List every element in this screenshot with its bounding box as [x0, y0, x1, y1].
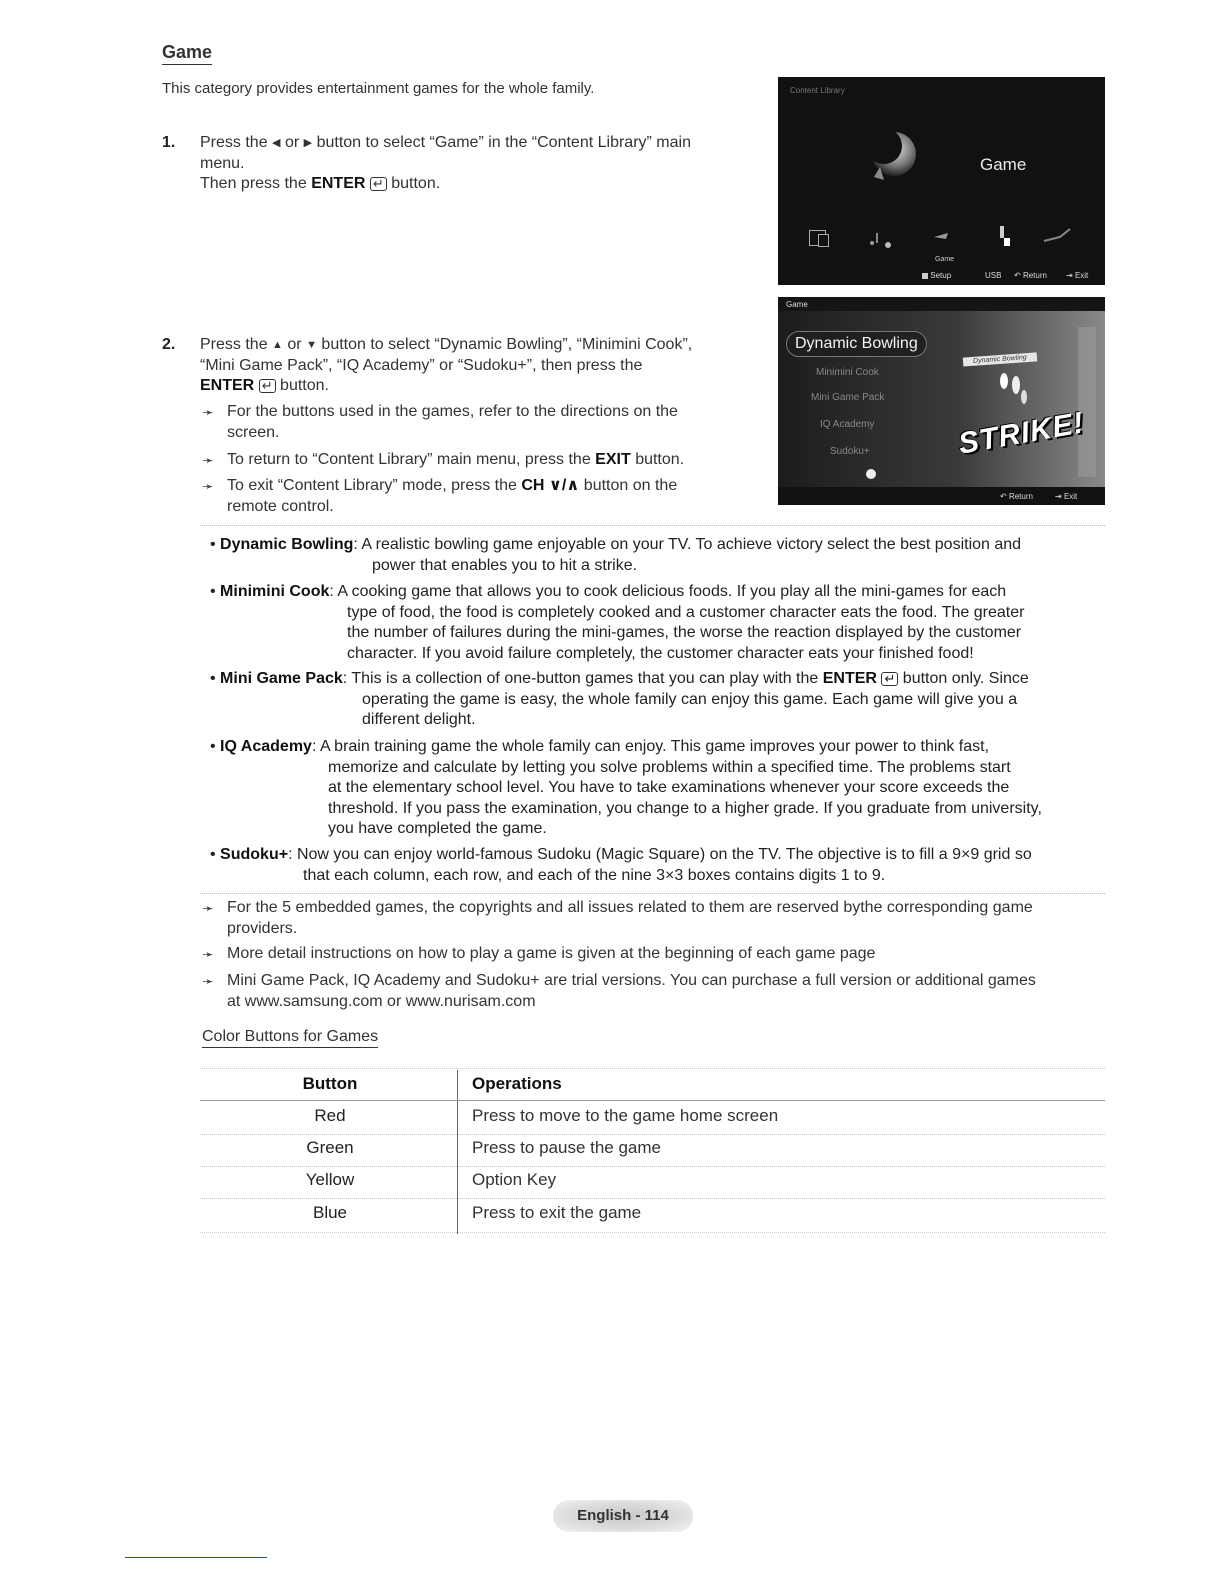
- section-title: Game: [162, 42, 212, 65]
- setup-label: Setup: [930, 271, 952, 280]
- up-arrow-icon: ▲: [272, 339, 283, 351]
- enter-key-label: ENTER: [822, 670, 877, 687]
- return-label: Return: [1022, 271, 1047, 280]
- content-library-screenshot: [778, 77, 1105, 285]
- right-arrow-icon: ▶: [303, 137, 313, 149]
- footnote-trial: Mini Game Pack, IQ Academy and Sudoku+ are trial versions. You can purchase a full version or additional games at www.samsung.com or www.nurisam.com: [227, 971, 1117, 1012]
- left-arrow-icon: ◀: [272, 137, 281, 149]
- button-name: Yellow: [305, 1170, 355, 1189]
- page-number: English - 114: [553, 1500, 693, 1532]
- header-button: Button: [302, 1074, 358, 1093]
- music-icon: [866, 229, 906, 249]
- table-header-row: [200, 1074, 1105, 1106]
- game-name: Minimini Cook: [220, 583, 330, 600]
- operation-text: Press to move to the game home screen: [472, 1106, 779, 1125]
- enter-key-label: ENTER: [311, 175, 366, 192]
- note-buttons: For the buttons used in the games, refer to the directions on the screen.: [227, 403, 678, 441]
- enter-icon: ↵: [259, 379, 276, 393]
- note-arrow-icon: ➛: [202, 973, 214, 989]
- table-row: [200, 1203, 1105, 1235]
- exit-icon: ⇥: [1066, 271, 1073, 280]
- note-return: To return to “Content Library” main menu, press the EXIT button.: [227, 451, 685, 468]
- operation-text: Press to exit the game: [472, 1203, 642, 1222]
- ch-key-label: CH ∨/∧: [521, 477, 580, 494]
- game-sudoku: • Sudoku+: Now you can enjoy world-famous Sudoku (Magic Square) on the TV. The objective is to fill a 9×9 grid so that each column, each row, and each of the nine 3×3 boxes contains digits 1 to 9.: [210, 846, 1032, 884]
- game-name: IQ Academy: [220, 738, 312, 755]
- step-2-text: Press the ▲ or ▼ button to select “Dynamic Bowling”, “Minimini Cook”, “Mini Game Pack”, “IQ Academy” or “Sudoku+”, then press the ENTER ↵ button.: [200, 336, 693, 394]
- step-1: [162, 133, 175, 154]
- game-title-badge: Dynamic Bowling: [963, 352, 1037, 366]
- operation-text: Press to pause the game: [472, 1138, 662, 1157]
- step-2: [162, 335, 175, 356]
- enter-icon: ↵: [370, 177, 387, 191]
- website-links: at www.samsung.com or www.nurisam.com: [227, 992, 536, 1010]
- game-minimini-cook: • Minimini Cook: A cooking game that allows you to cook delicious foods. If you play all the mini-games for each type of food, the food is completely cooked and a customer character eats the food. The greater the number of failures during the mini-games, the worse the reaction displayed by the customer character. If you avoid failure completely, the customer character eats your finished food!: [210, 583, 1025, 662]
- game-mini-game-pack: • Mini Game Pack: This is a collection of one-button games that you can play with the ENTER ↵ button only. Since operating the game is easy, the whole family can enjoy this game. Each game will give you a different delight.: [210, 670, 1029, 728]
- note-arrow-icon: ➛: [202, 900, 214, 916]
- color-buttons-title: Color Buttons for Games: [202, 1028, 378, 1048]
- sparkle-icon: [1040, 227, 1076, 247]
- game-name: Mini Game Pack: [220, 670, 343, 687]
- game-dynamic-bowling: • Dynamic Bowling: A realistic bowling game enjoyable on your TV. To achieve victory select the best position and power that enables you to hit a strike.: [210, 536, 1022, 574]
- selected-menu-label: Game: [935, 256, 955, 263]
- screen-header: Content Library: [790, 86, 845, 95]
- bowling-pins-icon: [992, 367, 1032, 412]
- footnote-copyright: For the 5 embedded games, the copyrights and all issues related to them are reserved bythe corresponding game providers.: [227, 899, 1033, 937]
- game-iq-academy: • IQ Academy: A brain training game the whole family can enjoy. This game improves your power to think fast, memorize and calculate by letting you solve problems within a specified time. The problems start at the elementary school level. You have to take examinations whenever your score exceeds the threshold. If you pass the examination, you change to a higher grade. If you graduate from university, you have completed the game.: [210, 738, 1042, 837]
- menu-item-mini-game-pack[interactable]: Mini Game Pack: [811, 392, 885, 403]
- setup-icon: [922, 273, 928, 279]
- footer-rule: [125, 1557, 267, 1558]
- exit-key-label: EXIT: [595, 451, 631, 468]
- menu-item-minimini-cook[interactable]: Minimini Cook: [816, 367, 879, 378]
- return-label: Return: [1008, 492, 1033, 501]
- game-menu-screenshot: [778, 297, 1105, 505]
- enter-key-label: ENTER: [200, 377, 255, 394]
- game-planet-icon: [858, 122, 933, 192]
- footnote-instructions: More detail instructions on how to play a game is given at the beginning of each game page: [227, 945, 876, 962]
- bowling-ball-icon: [866, 469, 876, 479]
- down-arrow-icon: ▼: [306, 339, 317, 351]
- divider: [200, 893, 1105, 894]
- note-arrow-icon: ➛: [202, 452, 214, 468]
- divider: [200, 525, 1105, 526]
- return-icon: ↶: [1014, 271, 1021, 280]
- game-name: Dynamic Bowling: [220, 536, 354, 553]
- menu-item-sudoku[interactable]: Sudoku+: [830, 446, 870, 457]
- figure-icon: [990, 222, 1020, 252]
- note-arrow-icon: ➛: [202, 478, 214, 494]
- note-exit: To exit “Content Library” mode, press the CH ∨/∧ button on the remote control.: [227, 477, 678, 515]
- note-arrow-icon: ➛: [202, 404, 214, 420]
- step-number: 1.: [162, 134, 176, 151]
- menu-item-iq-academy[interactable]: IQ Academy: [820, 419, 875, 430]
- step-1-text: Press the ◀ or ▶ button to select “Game” in the “Content Library” main menu. Then press the ENTER ↵ button.: [200, 134, 691, 192]
- game-menu-icon: [928, 227, 958, 247]
- screen-game-title: Game: [980, 155, 1027, 174]
- exit-label: Exit: [1074, 271, 1089, 280]
- step-number: 2.: [162, 336, 176, 353]
- exit-icon: ⇥: [1055, 492, 1062, 501]
- button-name: Red: [314, 1106, 346, 1125]
- menu-item-dynamic-bowling[interactable]: Dynamic Bowling: [786, 331, 927, 357]
- return-icon: ↶: [1000, 492, 1007, 501]
- table-top-rule: [200, 1068, 1105, 1069]
- screen-header: Game: [786, 300, 808, 309]
- section-intro: This category provides entertainment games for the whole family.: [162, 80, 595, 97]
- operation-text: Option Key: [472, 1170, 557, 1189]
- button-name: Blue: [312, 1203, 348, 1222]
- header-operations: Operations: [472, 1074, 562, 1093]
- note-arrow-icon: ➛: [202, 946, 214, 962]
- usb-label: USB: [985, 271, 1002, 280]
- strike-text: STRIKE!: [956, 406, 1087, 461]
- exit-label: Exit: [1063, 492, 1078, 501]
- enter-icon: ↵: [881, 672, 898, 686]
- game-name: Sudoku+: [220, 846, 289, 863]
- button-name: Green: [306, 1138, 354, 1157]
